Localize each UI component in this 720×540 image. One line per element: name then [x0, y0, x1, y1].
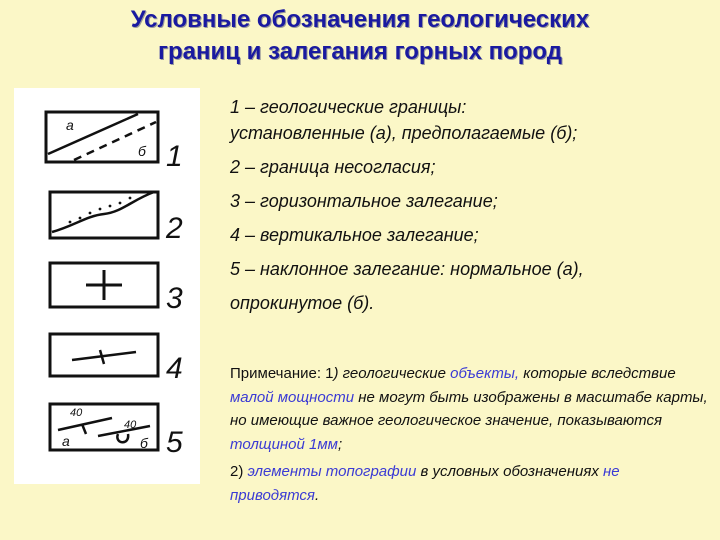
box5-label-a: а	[62, 433, 70, 449]
note-highlight-objects: объекты,	[450, 365, 520, 382]
note-text-1e: не могут быть изображены в масштабе карты, но имеющие важное геологическое значение, показываются	[230, 388, 708, 430]
symbol-number-2: 2	[166, 212, 183, 245]
page-title	[0, 4, 720, 68]
box1-label-b: б	[138, 143, 146, 159]
symbol-number-4: 4	[166, 352, 183, 385]
note-text-2d: .	[314, 486, 320, 504]
unconformity-line	[52, 192, 154, 232]
item-1-line-2: установленные (а), предполагаемые (б);	[230, 123, 578, 143]
item-1-line-1: 1 – геологические границы:	[230, 97, 467, 117]
box5-label-b: б	[140, 435, 148, 451]
symbol-number-5: 5	[166, 426, 183, 459]
note-text-1g: ;	[337, 435, 343, 453]
legend-symbols-drawing	[14, 88, 200, 484]
item-2: 2 – граница несогласия;	[230, 157, 436, 177]
note-label: Примечание: 1	[230, 365, 334, 382]
item-3: 3 – горизонтальное залегание;	[230, 191, 498, 211]
title-line-2: границ и залегания горных пород	[157, 38, 562, 65]
symbol-number-1: 1	[166, 140, 183, 173]
item-5-line-1: 5 – наклонное залегание: нормальное (а),	[230, 259, 584, 279]
symbol-number-3: 3	[166, 282, 183, 315]
title-line-1: Условные обозначения геологических	[130, 6, 590, 33]
legend-descriptions	[230, 94, 710, 316]
note-text-2b: в условных обозначениях	[416, 463, 604, 481]
note-highlight-not-given: не приводятся	[230, 463, 620, 504]
legend-symbols-panel	[14, 88, 200, 484]
established-boundary-line	[48, 114, 138, 154]
item-5-line-2: опрокинутое (б).	[230, 293, 375, 313]
note-number-2: 2)	[230, 463, 248, 481]
box5-angle-a: 40	[70, 407, 83, 419]
vertical-bedding-symbol	[72, 350, 136, 364]
horizontal-bedding-symbol	[86, 270, 122, 300]
unconformity-dots	[69, 197, 132, 224]
note-text-1a: ) геологические	[333, 365, 451, 382]
note-highlight-thickness: малой мощности	[230, 388, 355, 406]
box1-label-a: а	[66, 117, 74, 133]
note-block	[230, 362, 710, 508]
note-highlight-topography: элементы топографии	[247, 463, 417, 481]
note-paragraph-2	[230, 460, 710, 507]
box5-angle-b: 40	[124, 419, 137, 431]
item-4: 4 – вертикальное залегание;	[230, 225, 479, 245]
note-text-1c: которые вследствие	[519, 365, 676, 382]
note-paragraph-1	[230, 362, 710, 456]
note-highlight-1mm: толщиной 1мм	[230, 435, 338, 453]
